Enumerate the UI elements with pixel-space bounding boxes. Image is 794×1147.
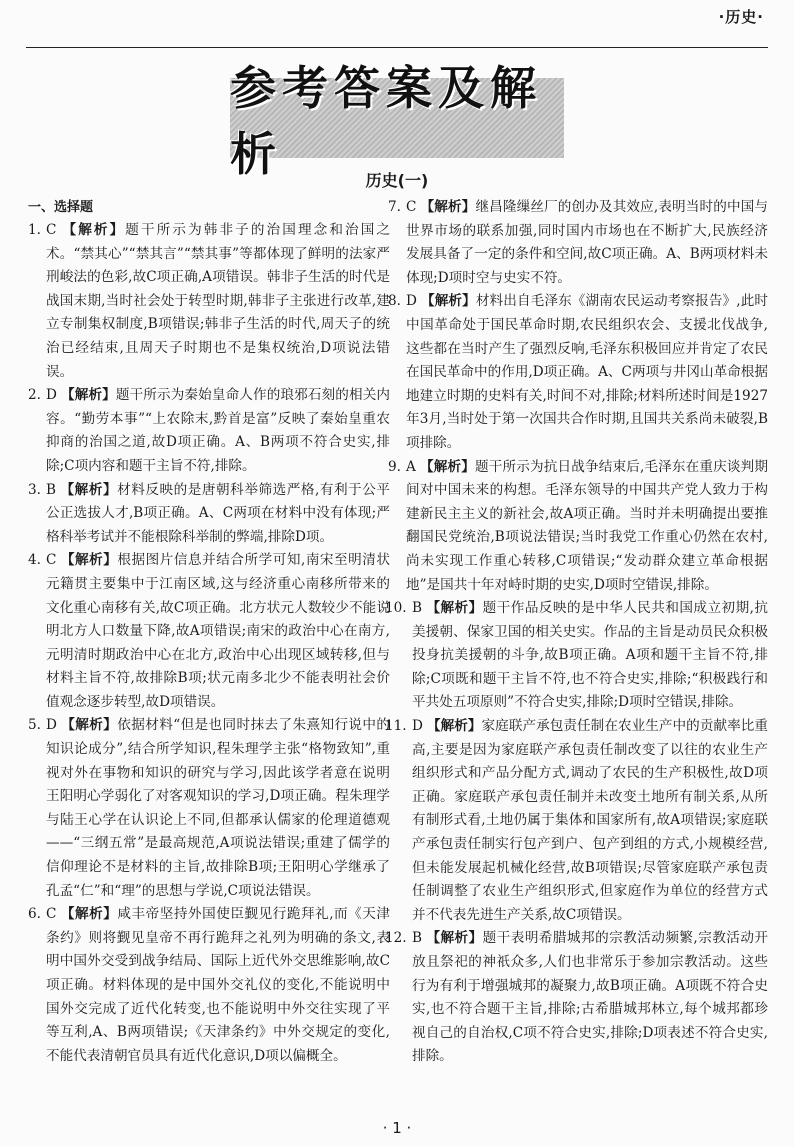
answer-letter: C (46, 906, 57, 923)
answer-item (385, 715, 768, 927)
answer-letter: B (412, 930, 422, 947)
answer-item (28, 903, 390, 1068)
page-number: · 1 · (382, 1119, 412, 1137)
part-heading: 一、选择题 (28, 200, 94, 215)
answer-letter: D (406, 293, 417, 310)
answer-item (385, 927, 769, 1069)
answer-item (28, 714, 390, 903)
analysis-text: 材料出自毛泽东《湖南农民运动考察报告》,此时中国革命处于国民革命时期,农民组织农会、支援北伐战争,这些都在当时产生了强烈反响,毛泽东积极回应并肯定了农民在国民革命中的作用,D项正确。A、C两项与井冈山革命根据地建立时期的史料有关,时间不对,排除;材料所述时间是1927年3月,当时处于第一次国共合作时期,且国共关系尚未破裂,B项排除。 (406, 293, 768, 451)
answer-letter: D (46, 717, 57, 734)
left-column (28, 196, 390, 1068)
analysis-text: 咸丰帝坚持外国使臣觐见行跪拜礼,而《天津条约》则将觐见皇帝不再行跪拜之礼列为明确的条文,表明中国外交受到战争结局、国际上近代外交思维影响,故C项正确。材料体现的是中国外交礼仪的变化,不能说明中国外交完成了近代化转变,也不能说明中外交往实现了平等互利,A、B两项错误;《天津条约》中外交规定的变化,不能代表清朝官员具有近代化意识,D项以偏概全。 (46, 906, 391, 1064)
answer-item (388, 196, 768, 290)
right-column (385, 196, 769, 1069)
subject-tag: ·历史· (718, 8, 764, 26)
analysis-text: 继昌隆缫丝厂的创办及其效应,表明当时的中国与世界市场的联系加强,同时国内市场也在不断扩大,民族经济发展具备了一定的条件和空间,故C项正确。A、B两项材料未体现;D项时空与史实不符。 (406, 199, 769, 286)
analysis-tag: 【解析】 (60, 387, 116, 404)
analysis-text: 题干所示为抗日战争结束后,毛泽东在重庆谈判期间对中国未来的构想。毛泽东领导的中国共产党人致力于构建新民主主义的新社会,故A项正确。当时并未明确提出要推翻国民党统治,B项说法错误;当时我党工作重心仍然在农村,尚未实现工作重心转移,C项错误;“发动群众建立革命根据地”是国共十年对峙时期的史实,D项时空错误,排除。 (406, 458, 769, 593)
question-number: 5. (28, 717, 41, 734)
analysis-tag: 【解析】 (426, 930, 483, 947)
analysis-tag: 【解析】 (420, 199, 476, 215)
answer-item (28, 479, 390, 550)
question-number: 8. (388, 293, 401, 310)
analysis-tag: 【解析】 (60, 906, 118, 923)
question-number: 4. (28, 552, 41, 569)
answer-item (28, 219, 390, 384)
analysis-tag: 【解析】 (420, 293, 476, 310)
analysis-tag: 【解析】 (426, 600, 483, 617)
question-number: 1. (28, 222, 41, 238)
answer-letter: B (46, 481, 56, 498)
analysis-tag: 【解析】 (426, 718, 482, 735)
answer-item (28, 549, 390, 714)
analysis-text: 家庭联产承包责任制在农业生产中的贡献率比重高,主要是因为家庭联产承包责任制改变了以往的农业生产组织形式和产品分配方式,调动了农民的生产积极性,故D项正确。家庭联产承包责任制并未改变土地所有制关系,从所有制形式看,土地仍属于集体和国家所有,故A项错误;家庭联产承包责任制实行包产到户、包产到组的方式,小规模经营,但未能发展起机械化经营,故B项错误;尽管家庭联产承包责任制调整了农业生产组织形式,但家庭作为单位的经营方式并不代表先进生产关系,故C项错误。 (412, 718, 768, 923)
analysis-text: 题干作品反映的是中华人民共和国成立初期,抗美援朝、保家卫国的相关史实。作品的主旨是动员民众积极投身抗美援朝的斗争,故B项正确。A项和题干主旨不符,排除;C项既和题干主旨不符,也不符合史实,排除;“积极践行和平共处五项原则”不符合史实,排除;D项时空错误,排除。 (412, 600, 769, 711)
question-number: 2. (28, 387, 41, 404)
analysis-tag: 【解析】 (60, 552, 118, 569)
answer-letter: C (406, 199, 417, 215)
answer-letter: B (412, 600, 422, 617)
analysis-tag: 【解析】 (60, 717, 118, 734)
question-number: 10. (385, 600, 407, 617)
answer-item (385, 597, 769, 715)
answer-item (28, 384, 390, 478)
answer-item (388, 290, 768, 455)
answer-item (388, 456, 768, 598)
question-number: 12. (385, 930, 407, 947)
analysis-tag: 【解析】 (60, 481, 118, 498)
answer-letter: D (46, 387, 57, 404)
analysis-tag: 【解析】 (419, 458, 475, 475)
analysis-text: 题干所示为韩非子的治国理念和治国之术。“禁其心”“禁其言”“禁其事”等都体现了鲜明的法家严刑峻法的色彩,故C项正确,A项错误。韩非子生活的时代是战国末期,当时社会处于转型时期,韩非子主张进行改革,建立专制集权制度,B项错误;韩非子生活的时代,周天子的统治已经结束,且周天子时期也不是集权统治,D项说法错误。 (46, 222, 391, 380)
banner-title: 参考答案及解析 (230, 61, 542, 181)
analysis-tag: 【解析】 (60, 222, 126, 238)
question-number: 7. (388, 199, 401, 215)
analysis-text: 题干所示为秦始皇命人作的琅邪石刻的相关内容。“勤劳本事”“上农除末,黔首是富”反映了秦始皇重农抑商的治国之道,故D项正确。A、B两项不符合史实,排除;C项内容和题干主旨不符,排除。 (46, 387, 390, 474)
analysis-text: 根据图片信息并结合所学可知,南宋至明清状元籍贯主要集中于江南区域,这与经济重心南移所带来的文化重心南移有关,故C项正确。北方状元人数较少不能说明北方人口数量下降,故A项错误;南宋的政治中心在南方,元明清时期政治中心在北方,政治中心出现区域转移,但与材料主旨不符,故排除B项;状元南多北少不能表明社会价值观念逐步转型,故D项错误。 (46, 552, 391, 710)
analysis-text: 材料反映的是唐朝科举筛选严格,有利于公平公正选拔人才,B项正确。A、C两项在材料中没有体现;严格科举考试并不能根除科举制的弊端,排除D项。 (46, 481, 390, 545)
analysis-text: 题干表明希腊城邦的宗教活动频繁,宗教活动开放且祭祀的神祇众多,人们也非常乐于参加宗教活动。这些行为有利于增强城邦的凝聚力,故B项正确。A项既不符合史实,也不符合题干主旨,排除;古希腊城邦林立,每个城邦都珍视自己的自治权,C项不符合史实,排除;D项表述不符合史实,排除。 (412, 930, 769, 1065)
answer-letter: C (46, 222, 57, 238)
header-rule (26, 47, 768, 48)
question-number: 3. (28, 481, 41, 498)
question-number: 6. (28, 906, 41, 923)
analysis-text: 依据材料“但是也同时抹去了朱熹知行说中的知识论成分”,结合所学知识,程朱理学主张“格物致知”,重视对外在事物和知识的研究与学习,因此该学者意在说明王阳明心学弱化了对客观知识的学习,D项正确。程朱理学与陆王心学在认识论上不同,但都承认儒家的伦理道德观——“三纲五常”是最高规范,A项说法错误;重建了儒学的信仰理论不是材料的主旨,故排除B项;王阳明心学继承了孔孟“仁”和“理”的思想与学说,C项说法错误。 (46, 717, 391, 899)
answer-letter: C (46, 552, 57, 569)
answer-letter: A (406, 458, 416, 475)
answer-letter: D (412, 718, 423, 735)
question-number: 9. (388, 458, 401, 475)
question-number: 11. (385, 718, 407, 735)
section-title: 历史(一) (365, 171, 429, 190)
